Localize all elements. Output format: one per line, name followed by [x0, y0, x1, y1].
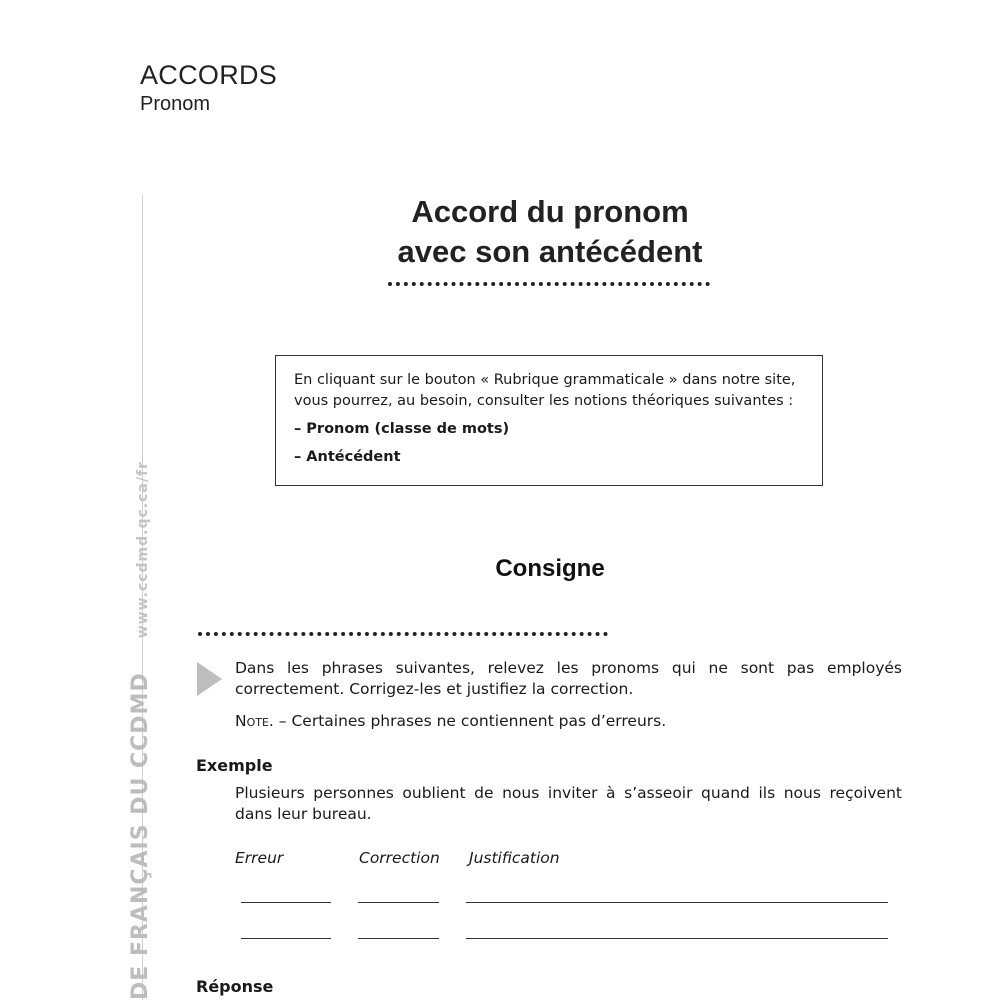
info-item-pronom: – Pronom (classe de mots): [294, 421, 510, 437]
page-title: [300, 192, 800, 272]
column-erreur: Erreur: [235, 849, 284, 867]
exemple-label: Exemple: [196, 756, 273, 775]
answer-line-justification[interactable]: [466, 938, 888, 939]
side-watermark: [128, 461, 153, 1000]
answer-line-correction[interactable]: [358, 902, 439, 903]
note-label: Note.: [235, 712, 274, 730]
column-justification: Justification: [469, 849, 560, 867]
section-subtitle: Pronom: [140, 93, 211, 115]
reponse-label: Réponse: [196, 977, 274, 996]
note-text: [235, 712, 666, 730]
title-line-2: avec son antécédent: [397, 234, 703, 269]
answer-line-erreur[interactable]: [241, 938, 331, 939]
answer-line-correction[interactable]: [358, 938, 439, 939]
triangle-arrow-icon: [197, 662, 222, 696]
column-correction: Correction: [359, 849, 440, 867]
exemple-text: Plusieurs personnes oublient de nous inviter à s’asseoir quand ils nous reçoivent dans leur bureau.: [235, 784, 902, 823]
publisher-text: DE FRANÇAIS DU CCDMD: [128, 672, 153, 1000]
consigne-dotted-rule: [198, 632, 608, 646]
instruction-text: Dans les phrases suivantes, relevez les pronoms qui ne sont pas employés correctement. Corrigez-les et justifiez la correction.: [235, 659, 902, 698]
answer-line-erreur[interactable]: [241, 902, 331, 903]
title-line-1: Accord du pronom: [411, 194, 689, 229]
title-dotted-rule: [388, 282, 710, 296]
info-item-antecedent: – Antécédent: [294, 449, 401, 465]
answer-line-justification[interactable]: [466, 902, 888, 903]
site-url: www.ccdmd.qc.ca/fr: [135, 461, 151, 639]
section-title: ACCORDS: [140, 60, 278, 90]
info-box: [275, 355, 823, 486]
consigne-heading: Consigne: [495, 555, 605, 582]
note-body: – Certaines phrases ne contiennent pas d’erreurs.: [273, 712, 667, 730]
info-intro: En cliquant sur le bouton « Rubrique grammaticale » dans notre site, vous pourrez, au besoin, consulter les notions théoriques suivantes :: [294, 372, 796, 409]
